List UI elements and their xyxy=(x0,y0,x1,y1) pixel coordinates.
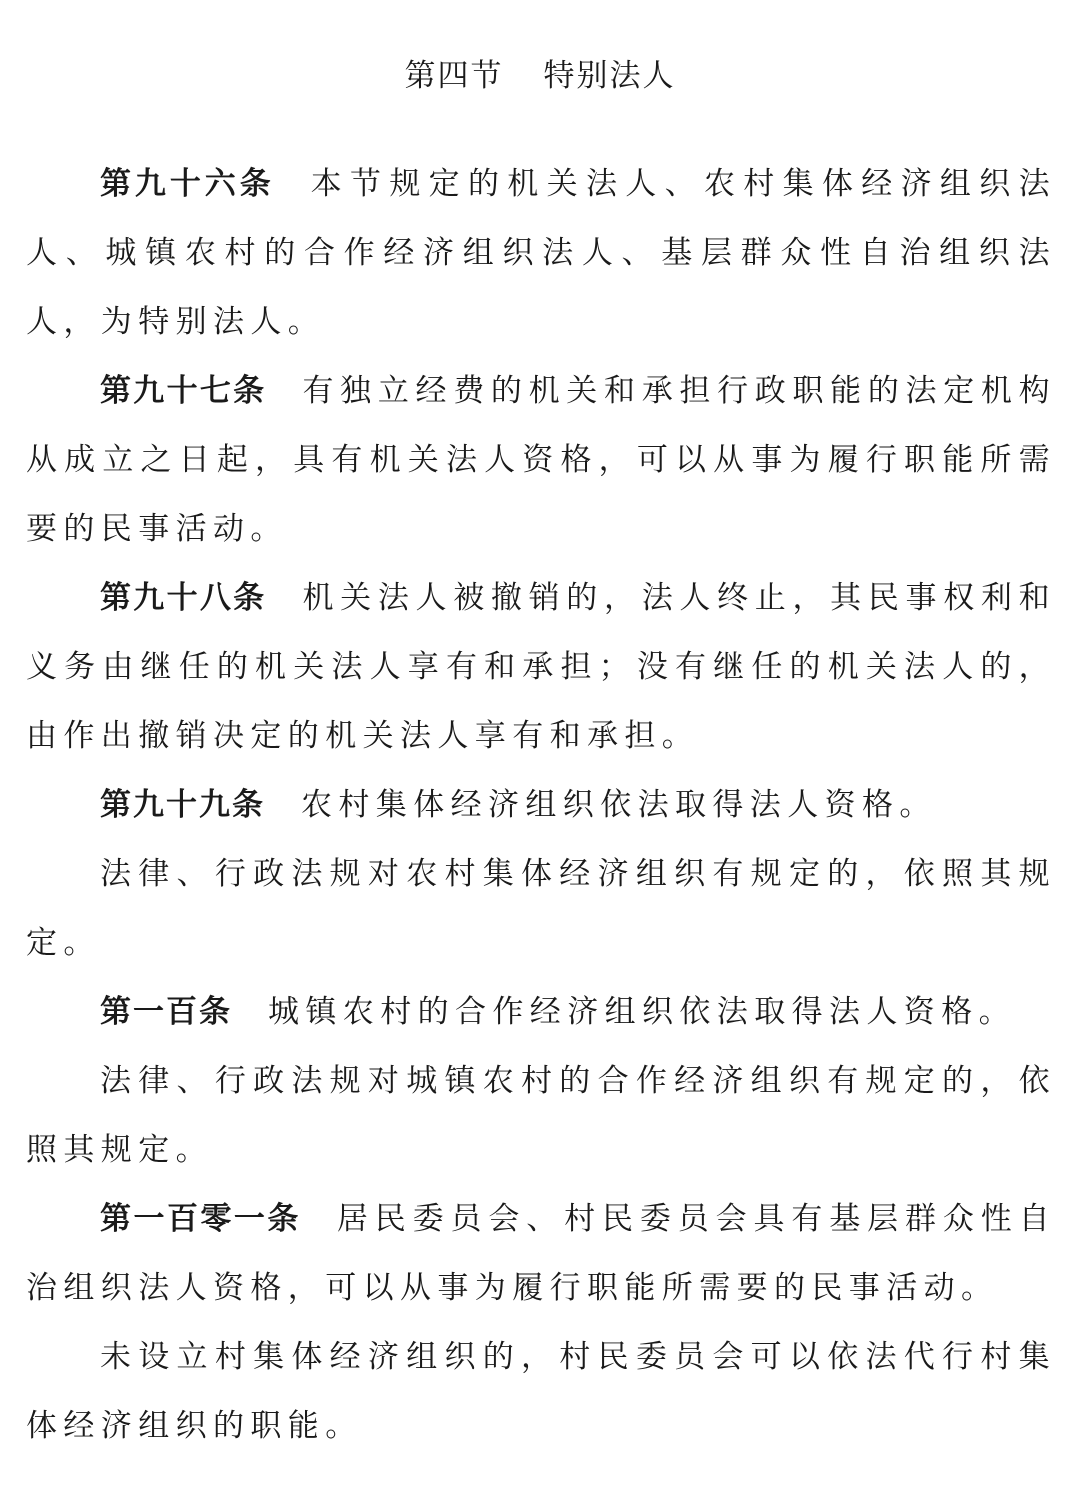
article-101-paragraph-2: 未设立村集体经济组织的，村民委员会可以依法代行村集体经济组织的职能。 xyxy=(26,1339,1056,1444)
article-101 xyxy=(26,1185,1056,1323)
article-number: 第一百条 xyxy=(100,994,232,1030)
article-97 xyxy=(26,357,1056,564)
article-number: 第九十七条 xyxy=(100,373,267,409)
article-100 xyxy=(26,978,1056,1047)
section-heading xyxy=(0,50,1080,102)
article-number: 第九十八条 xyxy=(100,580,267,616)
article-text: 居民委员会、村民委员会具有基层群众性自治组织法人资格，可以从事为履行职能所需要的民事活动。 xyxy=(26,1201,1057,1306)
document-body xyxy=(26,150,1056,1461)
article-text: 有独立经费的机关和承担行政职能的法定机构从成立之日起，具有机关法人资格，可以从事为履行职能所需要的民事活动。 xyxy=(26,373,1057,547)
article-text: 城镇农村的合作经济组织依法取得法人资格。 xyxy=(268,994,1016,1030)
article-number: 第九十六条 xyxy=(100,166,275,202)
article-number: 第九十九条 xyxy=(100,787,265,823)
section-number: 第四节 xyxy=(404,58,504,94)
article-99 xyxy=(26,771,1056,840)
article-98 xyxy=(26,564,1056,771)
section-title: 特别法人 xyxy=(543,58,676,94)
article-text: 农村集体经济组织依法取得法人资格。 xyxy=(301,787,937,823)
article-number: 第一百零一条 xyxy=(100,1201,301,1237)
article-text: 机关法人被撤销的，法人终止，其民事权利和义务由继任的机关法人享有和承担；没有继任的机关法人的，由作出撤销决定的机关法人享有和承担。 xyxy=(26,580,1057,754)
article-99-paragraph-2: 法律、行政法规对农村集体经济组织有规定的，依照其规定。 xyxy=(26,856,1056,961)
article-text: 本节规定的机关法人、农村集体经济组织法人、城镇农村的合作经济组织法人、基层群众性自治组织法人，为特别法人。 xyxy=(26,166,1056,340)
article-100-paragraph-2: 法律、行政法规对城镇农村的合作经济组织有规定的，依照其规定。 xyxy=(26,1063,1056,1168)
article-96 xyxy=(26,150,1056,357)
